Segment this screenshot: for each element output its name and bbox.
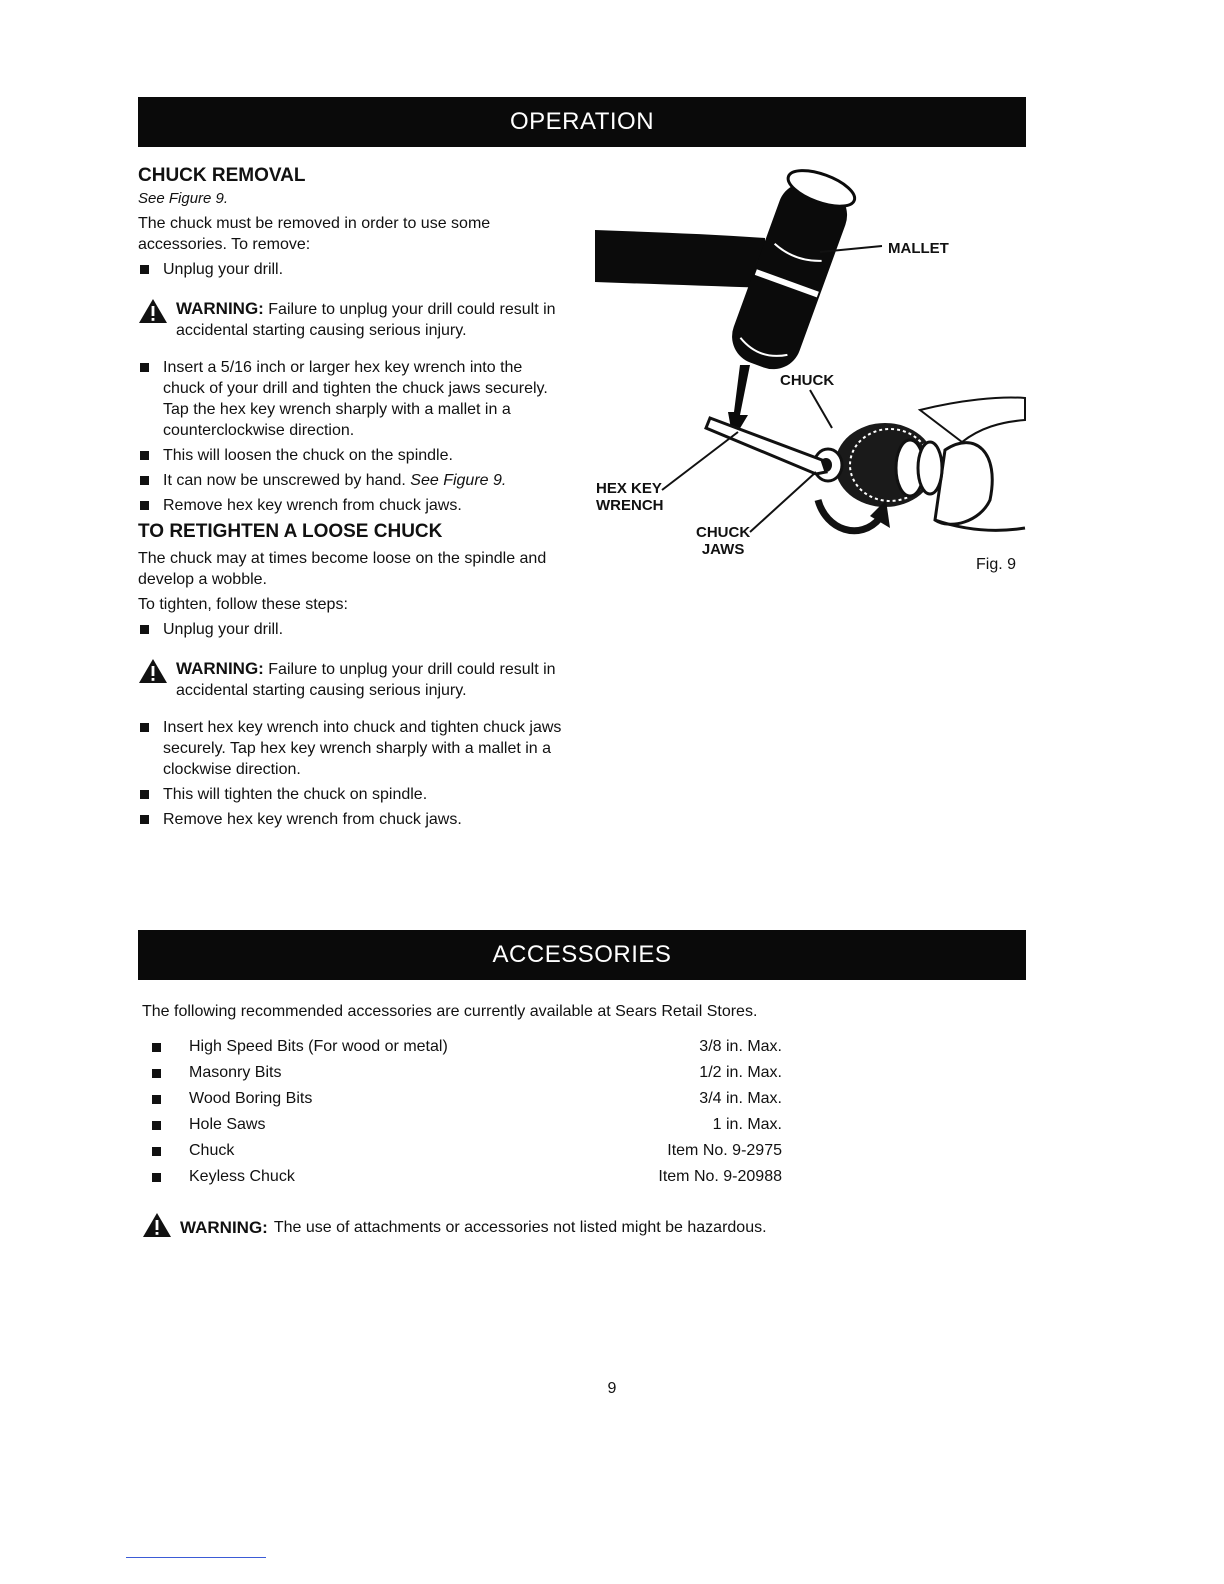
bullet-icon — [140, 723, 149, 732]
list-item — [138, 717, 568, 780]
bullet-icon — [140, 815, 149, 824]
warning-title: WARNING: — [176, 299, 264, 318]
accessories-banner — [138, 930, 1026, 980]
mallet-label: MALLET — [888, 240, 949, 257]
bullet-icon — [140, 451, 149, 460]
accessory-name: Wood Boring Bits — [189, 1090, 313, 1107]
retighten-intro: The chuck may at times become loose on the spindle and develop a wobble. — [138, 550, 547, 588]
list-item — [138, 784, 568, 805]
accessory-value: 1/2 in. Max. — [699, 1064, 782, 1081]
accessory-row — [152, 1034, 782, 1060]
list-item-text: Unplug your drill. — [163, 261, 284, 278]
list-item-text: This will tighten the chuck on spindle. — [163, 786, 428, 803]
accessory-name: Hole Saws — [189, 1116, 266, 1133]
accessory-value: Item No. 9-2975 — [667, 1142, 782, 1159]
chuck-removal-heading: CHUCK REMOVAL — [138, 165, 306, 186]
accessory-row — [152, 1164, 782, 1190]
chuck-jaws-label-line1: CHUCK — [696, 524, 751, 541]
warning-triangle-icon — [138, 658, 176, 701]
list-item-text: Remove hex key wrench from chuck jaws. — [163, 497, 462, 514]
accessories-intro: The following recommended accessories are currently available at Sears Retail Stores. — [142, 1003, 758, 1020]
accessory-name: Chuck — [189, 1142, 235, 1159]
bullet-icon — [152, 1043, 161, 1052]
list-item — [138, 470, 568, 491]
operation-text-column — [138, 164, 568, 834]
accessory-row — [152, 1060, 782, 1086]
list-item — [138, 445, 568, 466]
hex-key-label-line2: WRENCH — [596, 497, 664, 514]
chuck-jaws-label-line2: JAWS — [701, 541, 745, 558]
accessory-value: 3/4 in. Max. — [699, 1090, 782, 1107]
accessories-banner-title: ACCESSORIES — [492, 941, 672, 968]
bullet-icon — [140, 363, 149, 372]
list-item-text: This will loosen the chuck on the spindle. — [163, 447, 453, 464]
warning-block — [138, 298, 568, 341]
warning-triangle-icon — [138, 298, 176, 341]
list-item — [138, 495, 568, 516]
see-figure-ref: See Figure 9. — [138, 190, 229, 207]
list-item-text: Remove hex key wrench from chuck jaws. — [163, 811, 462, 828]
list-item — [138, 259, 568, 280]
bullet-icon — [152, 1069, 161, 1078]
list-item-text-main: It can now be unscrewed by hand. — [163, 472, 406, 489]
list-item — [138, 619, 568, 640]
accessories-warning — [142, 1212, 767, 1243]
bullet-icon — [152, 1095, 161, 1104]
bullet-icon — [140, 790, 149, 799]
warning-block — [138, 658, 568, 701]
accessory-value: Item No. 9-20988 — [658, 1168, 782, 1185]
retighten-heading: TO RETIGHTEN A LOOSE CHUCK — [138, 521, 443, 542]
bullet-icon — [152, 1147, 161, 1156]
see-figure-inline-ref: See Figure 9. — [410, 472, 507, 489]
list-item-text — [163, 470, 506, 491]
operation-banner-title: OPERATION — [509, 108, 655, 135]
warning-text: The use of attachments or accessories not listed might be hazardous. — [273, 1218, 767, 1236]
retighten-intro-2: To tighten, follow these steps: — [138, 596, 348, 613]
bullet-icon — [140, 476, 149, 485]
accessories-list — [152, 1034, 782, 1190]
bullet-icon — [152, 1121, 161, 1130]
bullet-icon — [140, 265, 149, 274]
operation-banner — [138, 97, 1026, 147]
figure-9 — [590, 160, 1030, 600]
chuck-jaws-label — [696, 524, 750, 558]
warning-triangle-icon — [142, 1212, 180, 1243]
accessory-value: 1 in. Max. — [712, 1116, 782, 1133]
bullet-icon — [140, 501, 149, 510]
accessory-row — [152, 1112, 782, 1138]
accessory-name: Keyless Chuck — [189, 1168, 295, 1185]
warning-text: Failure to unplug your drill could result in accidental starting causing serious injury. — [176, 661, 556, 699]
accessory-row — [152, 1086, 782, 1112]
bullet-icon — [140, 625, 149, 634]
page-number: 9 — [607, 1380, 617, 1397]
hex-key-wrench-label — [596, 480, 664, 514]
chuck-label: CHUCK — [780, 372, 835, 389]
bullet-icon — [152, 1173, 161, 1182]
accessory-name: Masonry Bits — [189, 1064, 282, 1081]
list-item-text: Insert hex key wrench into chuck and tighten chuck jaws securely. Tap hex key wrench sharply with a mallet in a clockwise direction. — [163, 719, 562, 778]
warning-text: Failure to unplug your drill could result in accidental starting causing serious injury. — [176, 301, 556, 339]
chuck-removal-intro: The chuck must be removed in order to use some accessories. To remove: — [138, 215, 491, 253]
accessory-row — [152, 1138, 782, 1164]
figure-caption: Fig. 9 — [976, 556, 1017, 573]
list-item — [138, 809, 568, 830]
accessory-name: High Speed Bits (For wood or metal) — [189, 1038, 448, 1055]
footer-divider — [126, 1557, 266, 1558]
list-item — [138, 357, 568, 441]
warning-title: WARNING: — [176, 659, 264, 678]
accessory-value: 3/8 in. Max. — [699, 1038, 782, 1055]
list-item-text: Unplug your drill. — [163, 621, 284, 638]
warning-title: WARNING: — [180, 1217, 268, 1237]
hex-key-label-line1: HEX KEY — [596, 480, 662, 497]
list-item-text: Insert a 5/16 inch or larger hex key wrench into the chuck of your drill and tighten the chuck jaws securely. Tap the hex key wrench sharply with a mallet in a counterclockwise direction. — [163, 359, 548, 439]
